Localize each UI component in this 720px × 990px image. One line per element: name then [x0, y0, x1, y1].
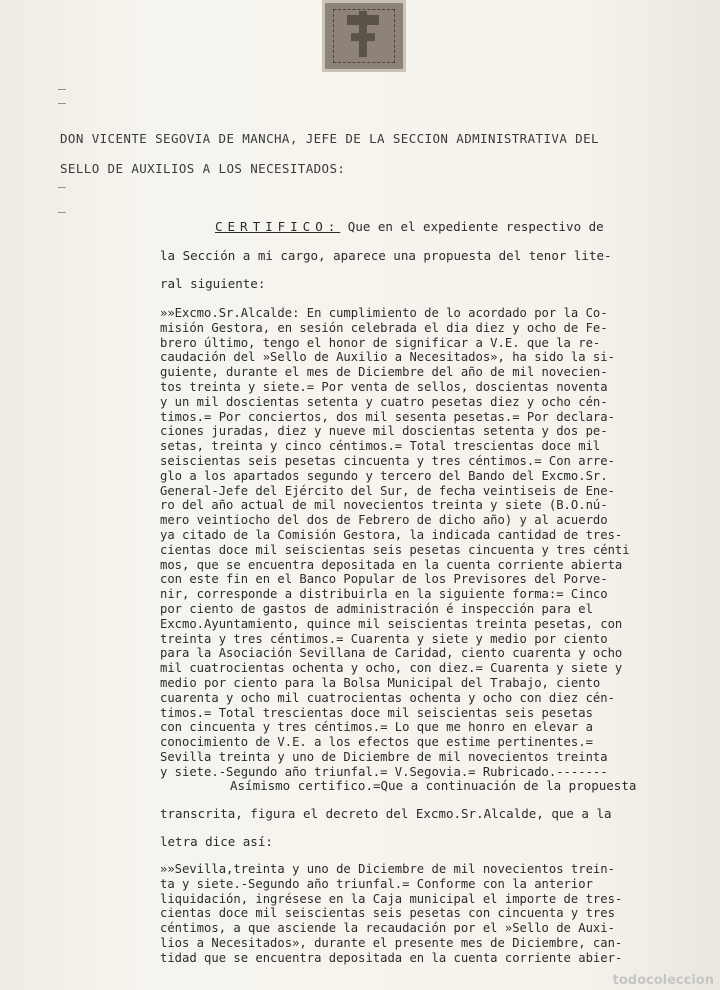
margin-mark: —: [58, 180, 66, 195]
certifico-line-2: la Sección a mi cargo, aparece una propuesta del tenor lite-: [160, 248, 612, 263]
text-line: mos, que se encuentra depositada en la cuenta corriente abierta: [160, 557, 623, 572]
text-line: por ciento de gastos de administración é inspección para el: [160, 601, 593, 616]
certifico-line: [215, 219, 604, 234]
text-line: con este fin en el Banco Popular de los Previsores del Porve-: [160, 572, 608, 587]
asimismo-line-2: transcrita, figura el decreto del Excmo.Sr.Alcalde, que a la: [160, 806, 612, 821]
margin-mark: —: [58, 96, 66, 111]
text-line: treinta y tres céntimos.= Cuarenta y siete y medio por ciento: [160, 631, 608, 646]
text-line: mil cuatrocientas ochenta y ocho, con diez.= Cuarenta y siete y: [160, 661, 623, 676]
asimismo-line-1: Asímismo certifico.=Que a continuación de la propuesta: [230, 778, 637, 793]
text-line: y siete.-Segundo año triunfal.= V.Segovia.= Rubricado.-------: [160, 764, 608, 779]
text-line: ro del año actual de mil novecientos treinta y siete (B.O.nú-: [160, 498, 608, 513]
text-line: misión Gestora, en sesión celebrada el dia diez y ocho de Fe-: [160, 320, 608, 335]
text-line: cuarenta y ocho mil cuatrocientas ochenta y ocho con diez cén-: [160, 690, 615, 705]
certifico-word: CERTIFICO:: [215, 219, 341, 234]
text-line: »»Sevilla,treinta y uno de Diciembre de mil novecientos trein-: [160, 862, 615, 876]
text-line: Excmo.Ayuntamiento, quince mil seiscientas treinta pesetas, con: [160, 616, 623, 631]
text-line: timos.= Por conciertos, dos mil sesenta pesetas.= Por declara-: [160, 409, 615, 424]
text-line: cientas doce mil seiscientas seis pesetas cincuenta y tres cénti: [160, 542, 630, 557]
text-line: conocimiento de V.E. a los efectos que estime pertinentes.=: [160, 735, 593, 750]
heading-line-1: DON VICENTE SEGOVIA DE MANCHA, JEFE DE LA SECCION ADMINISTRATIVA DEL: [60, 131, 599, 146]
text-line: con cincuenta y tres céntimos.= Lo que me honro en elevar a: [160, 720, 593, 735]
fiscal-stamp: [322, 0, 406, 72]
text-line: brero último, tengo el honor de significar a V.E. que la re-: [160, 335, 601, 350]
text-line: glo a los apartados segundo y tercero del Bando del Excmo.Sr.: [160, 468, 608, 483]
text-line: lios a Necesitados», durante el presente mes de Diciembre, can-: [160, 935, 623, 950]
certifico-line-3: ral siguiente:: [160, 276, 266, 291]
text-line: General-Jefe del Ejército del Sur, de fecha veintiseis de Ene-: [160, 483, 615, 498]
margin-mark: —: [58, 205, 66, 220]
text-line: tos treinta y siete.= Por venta de sellos, doscientas noventa: [160, 379, 608, 394]
text-line: Sevilla treinta y uno de Diciembre de mil novecientos treinta: [160, 749, 608, 764]
text-line: ya citado de la Comisión Gestora, la indicada cantidad de tres-: [160, 527, 623, 542]
text-line: para la Asociación Sevillana de Caridad, ciento cuarenta y ocho: [160, 646, 623, 661]
text-line: ciones juradas, diez y nueve mil doscientas setenta y dos pe-: [160, 424, 608, 439]
text-line: ta y siete.-Segundo año triunfal.= Conforme con la anterior: [160, 876, 593, 891]
text-line: timos.= Total trescientas doce mil seiscientas seis pesetas: [160, 705, 593, 720]
watermark: todocoleccion: [612, 973, 714, 988]
heading-line-2: SELLO DE AUXILIOS A LOS NECESITADOS:: [60, 161, 346, 176]
margin-mark: —: [58, 82, 66, 97]
text-line: y un mil doscientas setenta y cuatro pesetas diez y ocho cén-: [160, 394, 608, 409]
text-line: liquidación, ingrésese en la Caja municipal el importe de tres-: [160, 891, 623, 906]
text-line: setas, treinta y cinco céntimos.= Total trescientas doce mil: [160, 439, 601, 454]
text-line: medio por ciento para la Bolsa Municipal del Trabajo, ciento: [160, 675, 601, 690]
text-line: caudación del »Sello de Auxilio a Necesitados», ha sido la si-: [160, 350, 615, 365]
text-line: guiente, durante el mes de Diciembre del año de mil novecien-: [160, 365, 608, 380]
text-line: nir, corresponde a distribuirla en la siguiente forma:= Cinco: [160, 587, 608, 602]
text-line: mero veintiocho del dos de Febrero de dicho año) y al acuerdo: [160, 513, 608, 528]
text-line: céntimos, a que asciende la recaudación por el »Sello de Auxi-: [160, 921, 615, 936]
text-line: tidad que se encuentra depositada en la cuenta corriente abier-: [160, 950, 623, 965]
text-line: seiscientas seis pesetas cincuenta y tres céntimos.= Con arre-: [160, 453, 615, 468]
certifico-text: Que en el expediente respectivo de: [347, 219, 604, 234]
asimismo-line-3: letra dice así:: [160, 834, 273, 849]
text-line: cientas doce mil seiscientas seis pesetas con cincuenta y tres: [160, 906, 615, 921]
text-line: »»Excmo.Sr.Alcalde: En cumplimiento de lo acordado por la Co-: [160, 306, 608, 320]
proposal-text: [160, 306, 715, 780]
decree-text: [160, 862, 715, 966]
